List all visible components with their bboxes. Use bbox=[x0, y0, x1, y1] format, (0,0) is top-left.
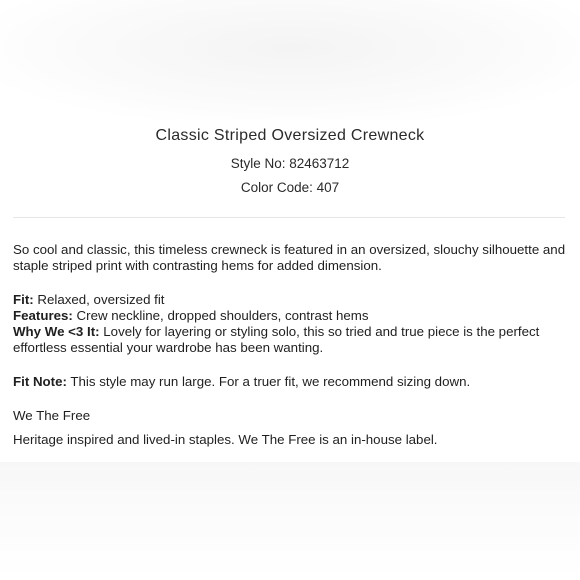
features-value: Crew neckline, dropped shoulders, contrast hems bbox=[72, 308, 369, 323]
fit-value: Relaxed, oversized fit bbox=[33, 292, 165, 307]
features-label: Features: bbox=[13, 308, 73, 323]
divider bbox=[13, 217, 565, 218]
product-description: So cool and classic, this timeless crewneck is featured in an oversized, slouchy silhouette and staple striped print with contrasting hems for added dimension. bbox=[13, 242, 566, 273]
fit-note-value: This style may run large. For a truer fit, we recommend sizing down. bbox=[66, 374, 471, 389]
features-line bbox=[13, 308, 569, 324]
product-title: Classic Striped Oversized Crewneck bbox=[155, 127, 425, 144]
why-we-love-it-value: Lovely for layering or styling solo, this so tried and true piece is the perfect effortless essential your wardrobe has been wanting. bbox=[13, 324, 540, 355]
brand-name: We The Free bbox=[13, 408, 91, 423]
fit-label: Fit: bbox=[13, 292, 34, 307]
style-number: Style No: 82463712 bbox=[230, 156, 350, 171]
fit-note bbox=[13, 374, 569, 390]
product-image-bottom bbox=[0, 462, 580, 580]
product-specs bbox=[13, 292, 569, 356]
fit-note-label: Fit Note: bbox=[13, 374, 67, 389]
why-we-love-it-line bbox=[13, 324, 569, 356]
fit-line bbox=[13, 292, 569, 308]
why-we-love-it-label: Why We <3 It: bbox=[13, 324, 100, 339]
color-code: Color Code: 407 bbox=[240, 180, 340, 195]
brand-description: Heritage inspired and lived-in staples. We The Free is an in-house label. bbox=[13, 432, 438, 447]
